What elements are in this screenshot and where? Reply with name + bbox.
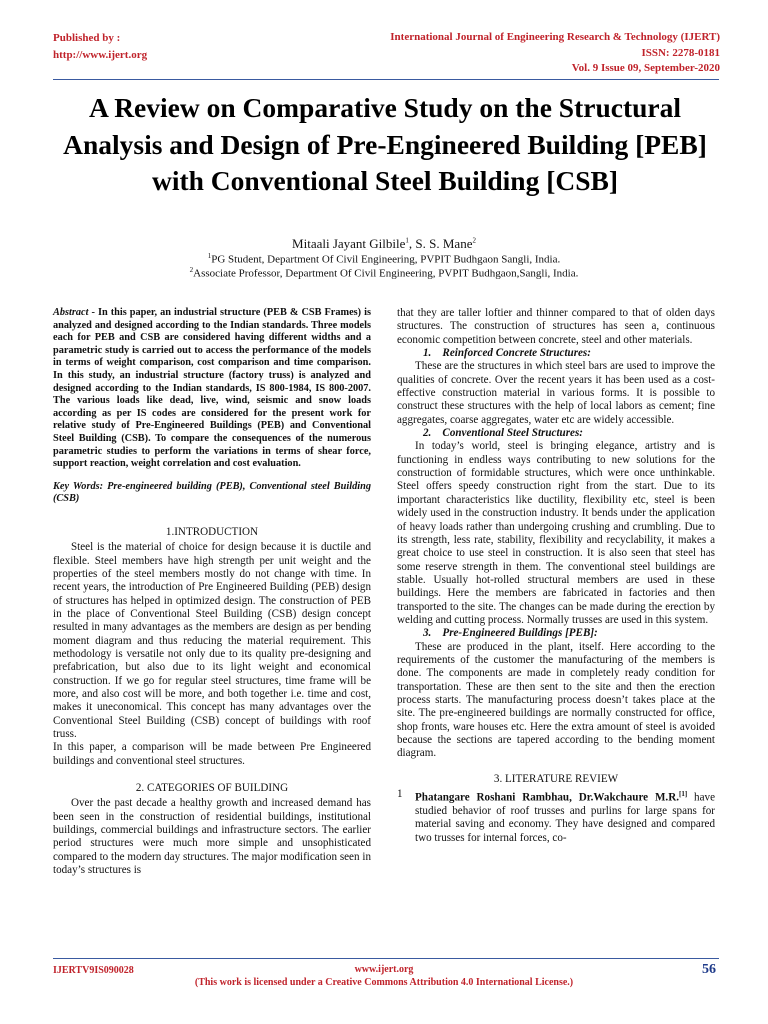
affiliation-1 bbox=[0, 252, 768, 266]
header-right bbox=[390, 30, 720, 77]
journal-url[interactable]: http://www.ijert.org bbox=[53, 49, 148, 61]
reference-text: have studied behavior of roof trusses and purlins for large spans for material saving and economy. They have designed and compared two trusses for internal forces, co- bbox=[415, 791, 715, 844]
reference-number: 1 bbox=[397, 788, 403, 801]
section-categories-heading: 2. CATEGORIES OF BUILDING bbox=[135, 782, 289, 795]
section-introduction-heading: 1.INTRODUCTION bbox=[165, 525, 259, 538]
categories-paragraph: Over the past decade a healthy growth and increased demand has been seen in the construction of residential buildings, institutional buildings, commercial buildings and infrastructure sectors. The earlier period structures were much more simple and unsophisticated compared to the modern day structures. The major modification seen in today’s structures is bbox=[53, 797, 371, 877]
footer-rule bbox=[53, 958, 719, 959]
section-literature-heading: 3. LITERATURE REVIEW bbox=[493, 772, 619, 785]
reference-authors: Phatangare Roshani Rambhau, Dr.Wakchaure M.R. bbox=[415, 791, 679, 804]
affiliation-1-sup: 1 bbox=[207, 252, 212, 260]
paper-id: IJERTV9IS090028 bbox=[53, 965, 134, 976]
paragraph-peb: These are produced in the plant, itself. Here according to the requirements of the customer the manufacturing of the members is done. The components are made in completely ready condition for transportation. These are then sent to the site and then the erection process starts. The manufacturing process doesn’t takes place at the site. The pre-engineered buildings are normally constructed for office, shop fronts, ware houses etc. Here the extra amount of steel is avoided because the sections are tapered according to the bending moment diagram. bbox=[397, 640, 715, 760]
reference-citation: [1] bbox=[679, 790, 688, 799]
reference-body bbox=[415, 788, 715, 845]
affiliation-2 bbox=[0, 266, 768, 280]
authors bbox=[0, 236, 768, 252]
journal-name: International Journal of Engineering Research & Technology (IJERT) bbox=[390, 31, 720, 43]
author-1-sup: 1 bbox=[405, 236, 409, 245]
subheading-peb: 3. Pre-Engineered Buildings [PEB]: bbox=[423, 627, 598, 640]
reference-item bbox=[397, 788, 715, 845]
subheading-csb: 2. Conventional Steel Structures: bbox=[423, 427, 583, 440]
abstract-text: - In this paper, an industrial structure (PEB & CSB Frames) is analyzed and designed according to the Indian standards. Three models each for PEB and CSB are considered having different widths and a parametric study is carried out to access the performance of the models in terms of weight comparison, cost comparison and time comparison. In this study, an industrial structure (factory truss) is analyzed and designed according to the Indian standards, IS 800-1984, IS 800-2007. The various loads like dead, live, wind, seismic and snow loads according as per IS codes are considered for the present work for relative study of Pre-Engineered Buildings (PEB) and Conventional Steel Building (CSB). To compare the consequences of the numerous parametric studies to perform the variations in terms of shear force, support reaction, weight correlation and cost evaluation. bbox=[53, 307, 371, 470]
footer-url[interactable]: www.ijert.org bbox=[354, 964, 414, 975]
header-rule bbox=[53, 79, 719, 80]
right-column bbox=[397, 307, 715, 845]
subheading-rcc: 1. Reinforced Concrete Structures: bbox=[423, 347, 591, 360]
author-2-sup: 2 bbox=[472, 236, 476, 245]
affiliation-1-text: PG Student, Department Of Civil Engineering, PVPIT Budhgaon Sangli, India. bbox=[211, 253, 561, 266]
volume-issue: Vol. 9 Issue 09, September-2020 bbox=[571, 62, 720, 74]
footer-center bbox=[0, 963, 768, 989]
license-note: (This work is licensed under a Creative Commons Attribution 4.0 International License.) bbox=[194, 977, 574, 988]
paragraph-csb: In today’s world, steel is bringing elegance, artistry and is functioning in endless ways contributing to new solutions for the construction of formidable structures, which were once unthinkable. Steel offers speedy construction right from the start. Due to its important characteristics like ductility, flexibility etc, steel is been widely used in the construction industry. It bends under the application of heavy loads rather than undergoing crushing and crumbling. Due to its strength, less rate, stability, flexibility and recyclability, it makes a great choice to use steel in construction. It is also seen that steel has some reserve strength in them. The conventional steel buildings are stable. Usually hot-rolled structural members are used in these buildings. Here the members are fabricated in factories and then transported to the site. The changes can be made during the erection by welding and cutting process. Normally trusses are used in this system. bbox=[397, 440, 715, 626]
header-left bbox=[53, 30, 147, 64]
paragraph-continued: that they are taller loftier and thinner compared to that of olden days structures. The construction of structures has seen a, continuous economic competition between concrete, steel and other materials. bbox=[397, 307, 715, 346]
intro-paragraph-1: Steel is the material of choice for design because it is ductile and flexible. Steel members have high strength per unit weight and the properties of the steel members mostly do not change with time. In recent years, the introduction of Pre Engineered Building (PEB) design of structures has helped in optimized design. The construction of PEB in the place of Conventional Steel Building (CSB) design concept resulted in many advantages as the members are design as per bending moment diagram and thus reducing the material requirement. This methodology is versatile not only due to its quality pre-designing and prefabrication, but also due to its light weight and economical construction. If we go for regular steel structures, time frame will be more, and also cost will be more, and both together i.e. time and cost, makes it uneconomical. This concept has many advantages over the Conventional Steel Building (CSB) concept of buildings with roof truss. bbox=[53, 541, 371, 741]
abstract bbox=[53, 307, 371, 471]
paper-title: A Review on Comparative Study on the Structural Analysis and Design of Pre-Engineered Building [PEB] with Conventional Steel Building [CSB] bbox=[63, 92, 707, 196]
issn: ISSN: 2278-0181 bbox=[641, 46, 720, 59]
publisher-label: Published by : bbox=[53, 32, 121, 44]
left-column bbox=[53, 307, 371, 878]
intro-paragraph-2: In this paper, a comparison will be made between Pre Engineered buildings and conventional steel structures. bbox=[53, 741, 371, 767]
author-2: , S. S. Mane bbox=[408, 236, 473, 251]
keywords: Key Words: Pre-engineered building (PEB), Conventional steel Building (CSB) bbox=[53, 480, 371, 505]
author-1: Mitaali Jayant Gilbile bbox=[292, 236, 406, 251]
page-number: 56 bbox=[702, 962, 716, 977]
abstract-label: Abstract bbox=[53, 307, 89, 318]
affiliation-2-sup: 2 bbox=[189, 266, 194, 274]
paragraph-rcc: These are the structures in which steel bars are used to improve the qualities of concrete. Over the recent years it has been used as a cost-effective construction material in various forms. It is possible to construct these structures with the help of local labors as cement; fine aggregates, coarse aggregates, water etc are widely accessible. bbox=[397, 360, 715, 426]
affiliation-2-text: Associate Professor, Department Of Civil Engineering, PVPIT Budhgaon,Sangli, India. bbox=[193, 267, 579, 280]
